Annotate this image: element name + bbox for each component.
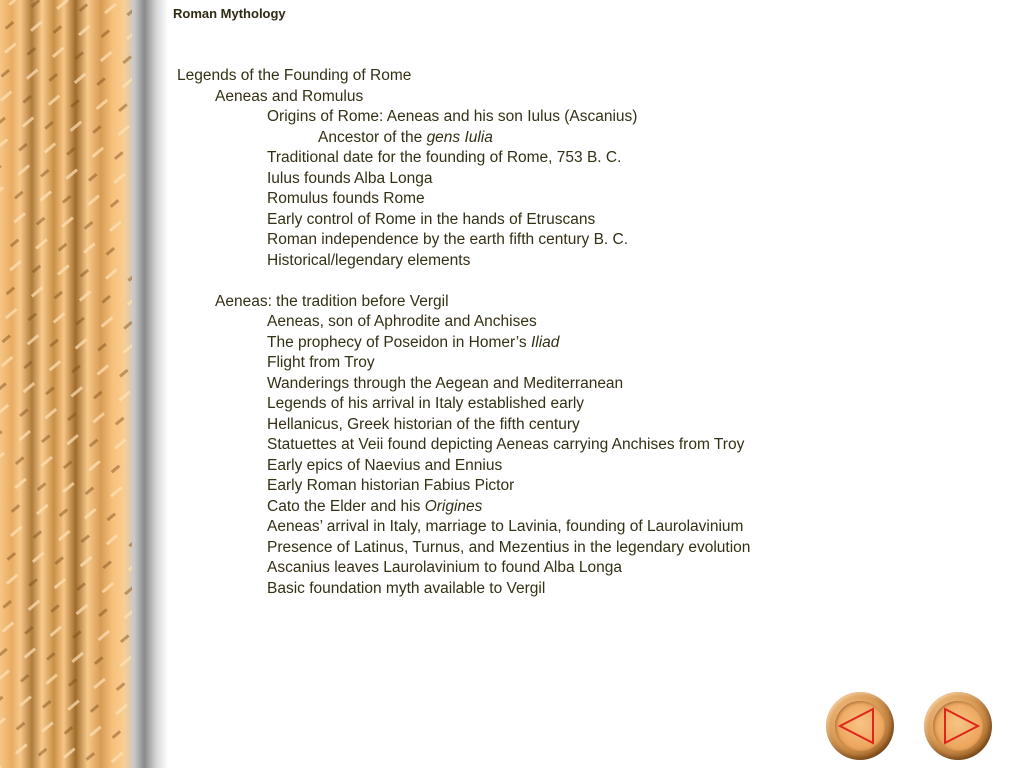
column-graphic [0, 0, 168, 768]
previous-slide-button[interactable] [826, 692, 894, 760]
outline-item-level-3 [177, 374, 750, 395]
outline-item-level-3 [177, 312, 750, 333]
outline-item-text: Early epics of Naevius and Ennius [267, 456, 503, 474]
outline-item-text: The prophecy of Poseidon in Homer’s [267, 333, 531, 351]
outline-item-text: Historical/legendary elements [267, 251, 471, 269]
outline-item-text: Iulus founds Alba Longa [267, 169, 433, 187]
outline-item-text: Ancestor of the [318, 128, 427, 146]
outline-item-level-4 [177, 128, 750, 149]
outline-item-level-3 [177, 333, 750, 354]
outline-item-level-2 [177, 292, 750, 313]
outline-item-text: Traditional date for the founding of Rome, 753 B. C. [267, 149, 622, 166]
next-slide-button[interactable] [924, 692, 992, 760]
outline-item-text: Ascanius leaves Laurolavinium to found Alba Longa [267, 559, 623, 576]
outline-item-level-3 [177, 251, 750, 272]
outline-item-level-3 [177, 456, 750, 477]
outline-item-level-1 [177, 66, 750, 87]
outline-item-text: Aeneas, son of Aphrodite and Anchises [267, 313, 537, 330]
outline-item-text: Origins of Rome: Aeneas and his son Iulus (Ascanius) [267, 108, 638, 125]
outline-item-level-3 [177, 169, 750, 190]
outline-item-level-3 [177, 107, 750, 128]
outline-item-level-3 [177, 538, 750, 559]
outline-item-level-3 [177, 394, 750, 415]
outline-list [177, 66, 750, 599]
outline-item-text: Wanderings through the Aegean and Mediterranean [267, 374, 624, 392]
outline-item-text: Roman independence by the earth fifth century B. C. [267, 231, 629, 248]
outline-item-italic-title: Iliad [530, 333, 560, 351]
outline-item-text: Statuettes at Veii found depicting Aeneas carrying Anchises from Troy [267, 436, 745, 453]
outline-item-level-3 [177, 579, 750, 600]
outline-item-text: Flight from Troy [267, 354, 375, 371]
outline-item-text: Early control of Rome in the hands of Etruscans [267, 210, 596, 228]
outline-item-text: Aeneas’ arrival in Italy, marriage to Lavinia, founding of Laurolavinium [267, 518, 744, 535]
right-triangle-icon [924, 692, 992, 760]
outline-item-text: Legends of his arrival in Italy established early [267, 395, 585, 412]
outline-item-text: Basic foundation myth available to Vergil [267, 579, 546, 597]
outline-item-level-3 [177, 435, 750, 456]
outline-item-text: Legends of the Founding of Rome [177, 67, 412, 84]
outline-item-level-3 [177, 230, 750, 251]
outline-item-text: Romulus founds Rome [267, 190, 425, 207]
outline-item-level-3 [177, 476, 750, 497]
outline-item-italic-title: gens Iulia [426, 128, 493, 146]
outline-item-level-2 [177, 87, 750, 108]
page-title: Roman Mythology [173, 6, 286, 21]
outline-item-level-3 [177, 497, 750, 518]
outline-item-level-3 [177, 210, 750, 231]
outline-item-text: Aeneas: the tradition before Vergil [215, 292, 449, 310]
outline-item-level-3 [177, 415, 750, 436]
outline-item-level-3 [177, 517, 750, 538]
outline-item-text: Cato the Elder and his [267, 497, 425, 515]
outline-item-level-3 [177, 189, 750, 210]
outline-item-level-3 [177, 353, 750, 374]
left-triangle-icon [826, 692, 894, 760]
outline-item-text: Early Roman historian Fabius Pictor [267, 477, 515, 494]
outline-item-text: Presence of Latinus, Turnus, and Mezentius in the legendary evolution [267, 538, 751, 556]
outline-item-text: Hellanicus, Greek historian of the fifth century [267, 415, 580, 433]
outline-item-level-3 [177, 558, 750, 579]
outline-item-level-3 [177, 148, 750, 169]
outline-item-text: Aeneas and Romulus [215, 87, 364, 105]
outline-spacer [177, 271, 750, 292]
decorative-column [0, 0, 168, 768]
outline-item-italic-title: Origines [424, 497, 483, 515]
